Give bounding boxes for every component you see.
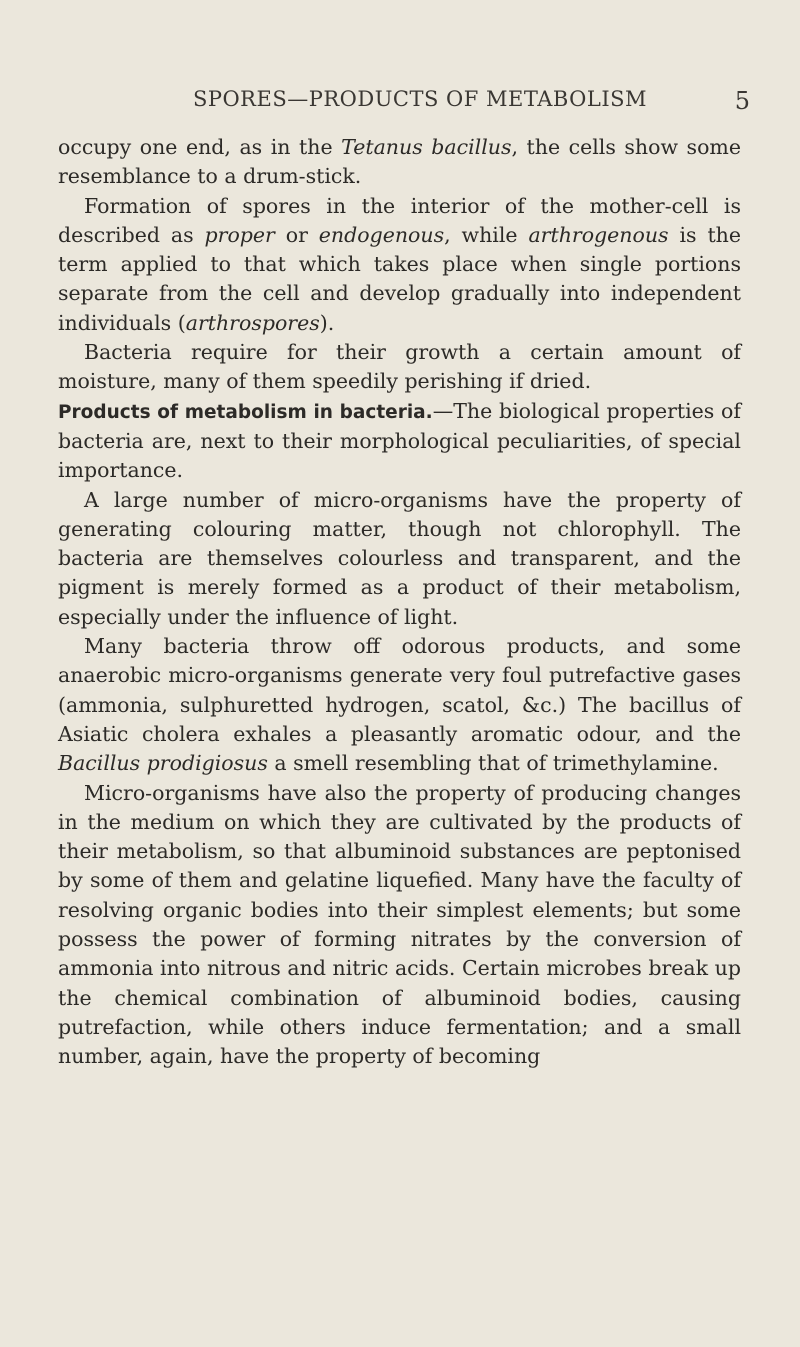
text-run: is the term applied to that which takes place when single portions separate from the cell and develop gradually into independent individuals ( — [58, 222, 742, 335]
text-run: Bacteria require for their growth a certain amount of moisture, many of them speedily perishing if dried. — [58, 340, 741, 394]
text-run: occupy one end, as in the — [58, 135, 342, 159]
paragraph — [58, 133, 741, 192]
text-run: —The biological properties of bacteria are, next to their morphological peculiarities, of special importance. — [58, 398, 741, 483]
italic-term: arthrogenous — [528, 222, 669, 247]
running-title: SPORES—PRODUCTS OF METABOLISM — [192, 87, 648, 111]
text-run: ). — [319, 310, 335, 335]
paragraph — [58, 632, 741, 778]
text-run: a smell resembling that of trimethylamine. — [267, 751, 719, 776]
text-run: Formation of spores in the interior of the mother-cell is described as — [58, 193, 741, 247]
paragraph — [58, 192, 741, 338]
running-head — [60, 87, 750, 117]
paragraph — [58, 397, 741, 486]
paragraph — [58, 486, 741, 632]
text-run: Many bacteria throw off odorous products, and some anaerobic micro-organisms generate very foul putrefactive gases (ammonia, sulphuretted hydrogen, scatol, &c.) The bacillus of Asiatic cholera exhales a pleasantly aromatic odour, and the — [58, 634, 741, 746]
italic-term: endogenous — [318, 222, 445, 247]
text-run: or — [274, 222, 319, 247]
text-run: , while — [444, 222, 529, 247]
text-run: , the cells show some resemblance to a drum-stick. — [58, 135, 741, 189]
italic-term: Bacillus prodigiosus — [58, 751, 268, 776]
text-run: Micro-organisms have also the property of producing changes in the medium on which they are cultivated by the products of their metabolism, so that albuminoid substances are peptonised by some of them and gelatine liquefied. Many have the faculty of resolving organic bodies into their simplest elements; but some possess the power of forming nitrates by the conversion of ammonia into nitrous and nitric acids. Certain microbes break up the chemical combination of albuminoid bodies, causing putrefaction, while others induce fermentation; and a small number, again, have the property of becoming — [58, 780, 741, 1069]
page-number: 5 — [734, 87, 750, 115]
italic-term: arthrospores — [185, 310, 320, 335]
paragraph — [58, 779, 741, 1072]
italic-term: Tetanus bacillus — [341, 135, 512, 159]
italic-term: proper — [204, 222, 275, 247]
section-heading: Products of metabolism in bacteria. — [58, 401, 433, 423]
paragraph — [58, 338, 741, 397]
body-text — [58, 133, 741, 1072]
text-run: A large number of micro-organisms have the property of generating colouring matter, though not chlorophyll. The bacteria are themselves colourless and transparent, and the pigment is merely formed as a product of their metabolism, especially under the influence of light. — [58, 487, 741, 629]
